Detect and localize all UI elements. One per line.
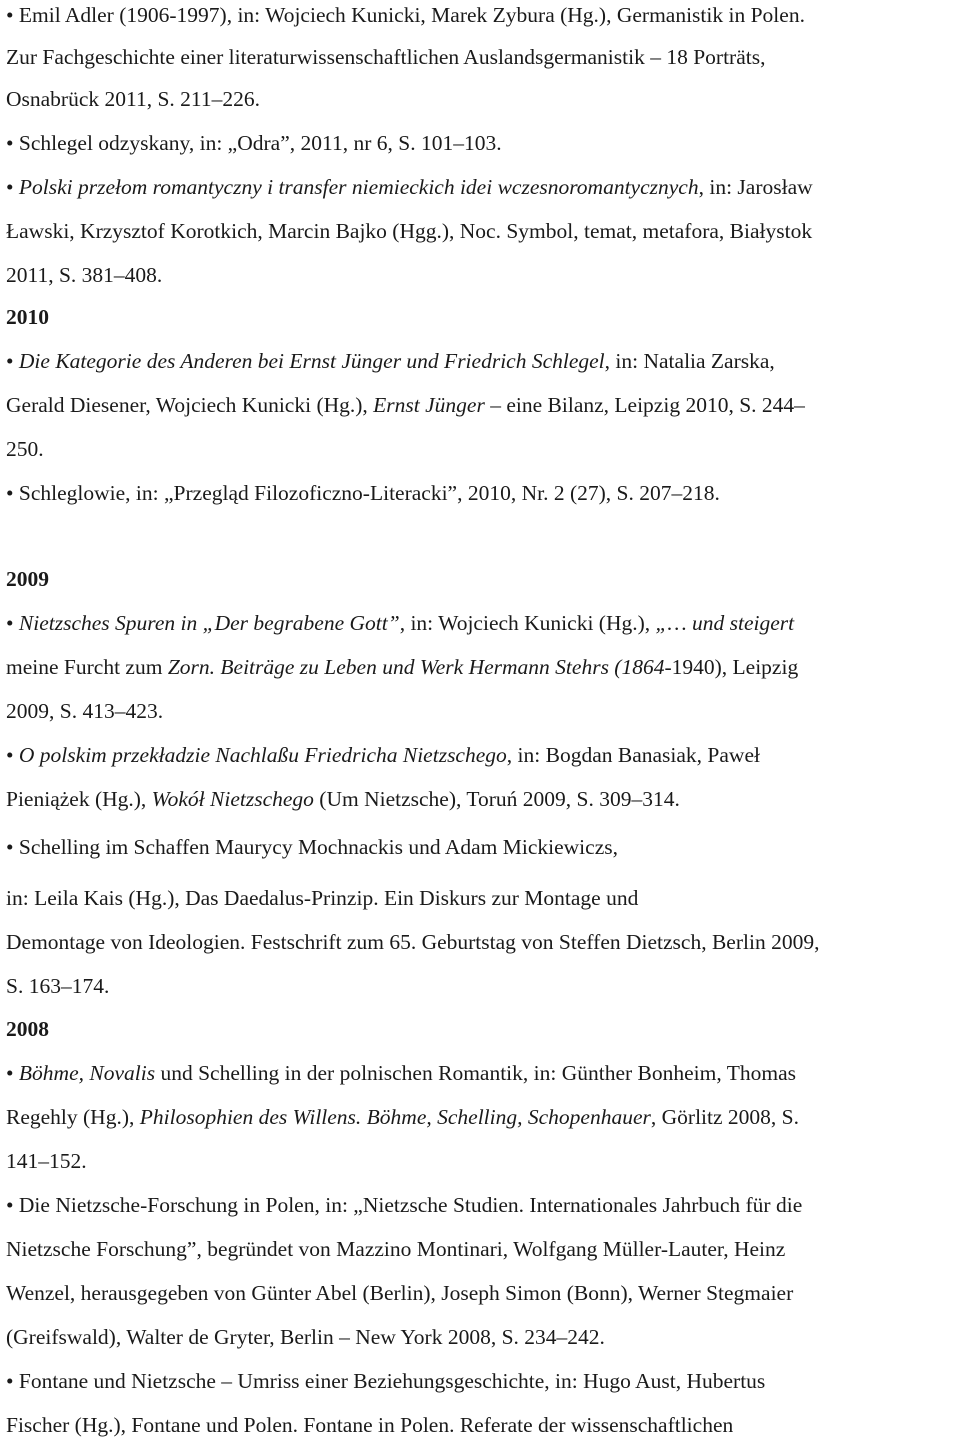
entry-text: – eine Bilanz, Leipzig 2010, S. 244–: [484, 393, 805, 417]
entry-polski-przelom-line-3: 2011, S. 381–408.: [6, 263, 163, 287]
year-heading-2010: 2010: [6, 305, 49, 329]
entry-text: und Schelling in der polnischen Romantik, in: Günther Bonheim, Thomas: [155, 1061, 797, 1085]
entry-polski-przelom-line-2: Ławski, Krzysztof Korotkich, Marcin Bajko (Hgg.), Noc. Symbol, temat, metafora, Białystok: [6, 219, 813, 243]
entry-title: Nietzsches Spuren in „Der begrabene Gott”: [18, 611, 400, 635]
entry-text: Pieniążek (Hg.),: [6, 787, 152, 811]
entry-polski-przelom-line-1: • Polski przełom romantyczny i transfer niemieckich idei wczesnoromantycznych, in: Jarosław: [6, 175, 813, 199]
entry-nietzsche-forschung-line-3: Wenzel, herausgegeben von Günter Abel (Berlin), Joseph Simon (Bonn), Werner Stegmaier: [6, 1281, 794, 1305]
entry-title: Wokół Nietzschego: [151, 787, 314, 811]
entry-schleglowie: • Schleglowie, in: „Przegląd Filozoficzno-Literacki”, 2010, Nr. 2 (27), S. 207–218.: [6, 481, 720, 505]
entry-text: -1940), Leipzig: [664, 655, 799, 679]
entry-title: Ernst Jünger: [373, 393, 485, 417]
entry-title: O polskim przekładzie Nachlaßu Friedricha Nietzschego: [18, 743, 507, 767]
entry-nietzsche-forschung-line-1: • Die Nietzsche-Forschung in Polen, in: „Nietzsche Studien. Internationales Jahrbuch für die: [6, 1193, 803, 1217]
entry-polskim-przekladzie-line-1: • O polskim przekładzie Nachlaßu Friedricha Nietzschego, in: Bogdan Banasiak, Paweł: [6, 743, 760, 767]
entry-title: „… und steigert: [655, 611, 795, 635]
entry-text: Regehly (Hg.),: [6, 1105, 140, 1129]
entry-schelling-line-2: in: Leila Kais (Hg.), Das Daedalus-Prinzip. Ein Diskurs zur Montage und: [6, 886, 639, 910]
entry-kategorie-line-3: 250.: [6, 437, 44, 461]
entry-schlegel-odzyskany: • Schlegel odzyskany, in: „Odra”, 2011, nr 6, S. 101–103.: [6, 131, 502, 155]
entry-text: (Um Nietzsche), Toruń 2009, S. 309–314.: [313, 787, 680, 811]
entry-nietzsche-forschung-line-2: Nietzsche Forschung”, begründet von Mazzino Montinari, Wolfgang Müller-Lauter, Heinz: [6, 1237, 786, 1261]
year-heading-2008: 2008: [6, 1017, 49, 1041]
entry-text: , Görlitz 2008, S.: [650, 1105, 799, 1129]
entry-text: , in: Natalia Zarska,: [604, 349, 775, 373]
entry-adler-line-3: Osnabrück 2011, S. 211–226.: [6, 87, 261, 111]
entry-text: , in: Jarosław: [698, 175, 813, 199]
entry-nietzsches-spuren-line-1: • Nietzsches Spuren in „Der begrabene Gott”, in: Wojciech Kunicki (Hg.), „… und steigert: [6, 611, 795, 635]
entry-bohme-line-1: • Böhme, Novalis und Schelling in der polnischen Romantik, in: Günther Bonheim, Thomas: [6, 1061, 797, 1085]
entry-adler-line-1: • Emil Adler (1906-1997), in: Wojciech Kunicki, Marek Zybura (Hg.), Germanistik in Polen.: [6, 3, 805, 27]
entry-kategorie-line-1: • Die Kategorie des Anderen bei Ernst Jünger und Friedrich Schlegel, in: Natalia Zarska,: [6, 349, 775, 373]
entry-schelling-line-4: S. 163–174.: [6, 974, 110, 998]
entry-bohme-line-2: [6, 1102, 956, 1132]
entry-kategorie-line-2: [6, 390, 956, 420]
entry-title: Beiträge zu Leben und Werk Hermann Stehrs (1864: [215, 655, 665, 679]
entry-title: Philosophien des Willens. Böhme, Schelling, Schopenhauer: [139, 1105, 651, 1129]
entry-title: Böhme, Novalis: [18, 1061, 156, 1085]
entry-nietzsches-spuren-line-2: [6, 652, 956, 682]
entry-nietzsche-forschung-line-4: (Greifswald), Walter de Gryter, Berlin – New York 2008, S. 234–242.: [6, 1325, 605, 1349]
entry-text: , in: Bogdan Banasiak, Paweł: [506, 743, 760, 767]
entry-adler-line-2: Zur Fachgeschichte einer literaturwissenschaftlichen Auslandsgermanistik – 18 Porträts,: [6, 45, 766, 69]
entry-title: Polski przełom romantyczny i transfer niemieckich idei wczesnoromantycznych: [18, 175, 699, 199]
entry-schelling-line-3: Demontage von Ideologien. Festschrift zum 65. Geburtstag von Steffen Dietzsch, Berlin 2009,: [6, 930, 820, 954]
entry-nietzsches-spuren-line-3: 2009, S. 413–423.: [6, 699, 164, 723]
entry-schelling-line-1: • Schelling im Schaffen Maurycy Mochnackis und Adam Mickiewiczs,: [6, 835, 618, 859]
entry-text: meine Furcht zum: [6, 655, 168, 679]
entry-title: Die Kategorie des Anderen bei Ernst Jünger und Friedrich Schlegel: [18, 349, 605, 373]
entry-text: Gerald Diesener, Wojciech Kunicki (Hg.),: [6, 393, 374, 417]
entry-text: , in: Wojciech Kunicki (Hg.),: [399, 611, 656, 635]
year-heading-2009: 2009: [6, 567, 49, 591]
entry-polskim-przekladzie-line-2: [6, 784, 956, 814]
entry-title: Zorn.: [167, 655, 216, 679]
entry-bohme-line-3: 141–152.: [6, 1149, 87, 1173]
entry-fontane-line-2: Fischer (Hg.), Fontane und Polen. Fontane in Polen. Referate der wissenschaftlichen: [6, 1413, 734, 1437]
entry-fontane-line-1: • Fontane und Nietzsche – Umriss einer Beziehungsgeschichte, in: Hugo Aust, Hubertus: [6, 1369, 766, 1393]
